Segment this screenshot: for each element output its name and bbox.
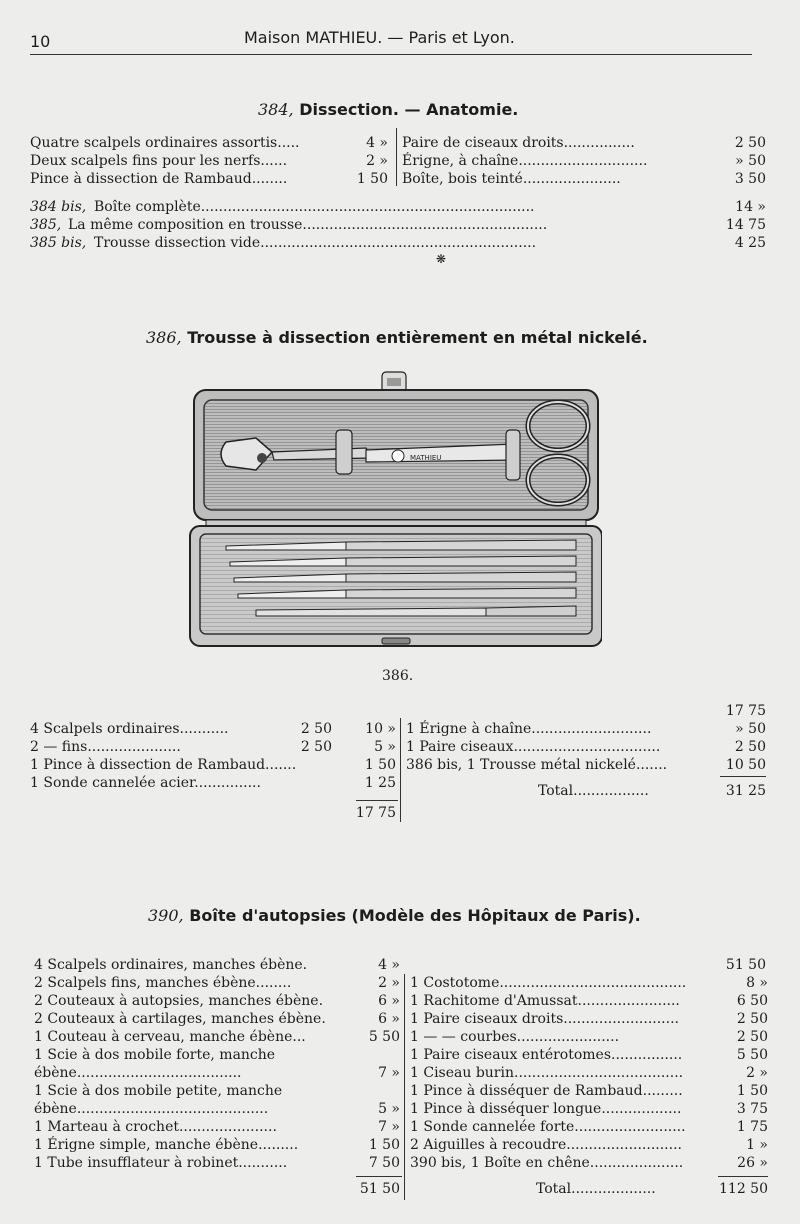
list-item-label: 386 bis, 1 Trousse métal nickelé....... — [406, 757, 668, 773]
list-item-price: 3 75 — [736, 1101, 768, 1117]
dissection-kit-engraving — [186, 370, 602, 650]
list-item-label: 2 Scalpels fins, manches ébène........ — [34, 975, 292, 991]
list-item-price: 2 50 — [736, 1029, 768, 1045]
list-item-price: 3 50 — [734, 171, 766, 187]
section-390-total-rule — [718, 1176, 768, 1177]
list-item-label: Trousse dissection vide.............................................................. — [94, 235, 537, 251]
list-item-price: 6 » — [378, 1011, 400, 1027]
list-item-price: 2 » — [366, 153, 388, 169]
list-item-subtotal: 1 50 — [364, 757, 396, 773]
list-item-label: 1 Tube insufflateur à robinet........... — [34, 1155, 288, 1171]
list-item-label: 390 bis, 1 Boîte en chêne..................... — [410, 1155, 684, 1171]
list-item-label: 1 Érigne à chaîne........................... — [406, 721, 652, 737]
list-item-label: ébène..................................... — [34, 1065, 242, 1081]
list-item-label: 1 Paire ciseaux entérotomes................ — [410, 1047, 683, 1063]
list-item-unit-price: 2 50 — [300, 739, 332, 755]
reference-number: 385 bis, — [30, 235, 87, 251]
list-item-label: 1 Érigne simple, manche ébène......... — [34, 1137, 299, 1153]
list-item-price: 5 50 — [736, 1047, 768, 1063]
list-item-price: 2 » — [378, 975, 400, 991]
list-item-label: 1 Sonde cannelée forte......................... — [410, 1119, 686, 1135]
list-item-price: » 50 — [735, 721, 766, 737]
list-item-label: 1 Pince à disséquer de Rambaud......... — [410, 1083, 683, 1099]
section-386-title — [146, 328, 648, 347]
list-item-price: 4 » — [366, 135, 388, 151]
list-item-label: 1 Marteau à crochet...................... — [34, 1119, 277, 1135]
list-item-price: 4 » — [378, 957, 400, 973]
list-item-price: 26 » — [737, 1155, 768, 1171]
list-item-label: 1 Ciseau burin...................................... — [410, 1065, 684, 1081]
section-390-left-total: 51 50 — [359, 1181, 400, 1197]
list-item-subtotal: 10 » — [365, 721, 396, 737]
list-item-label: 1 — — courbes....................... — [410, 1029, 620, 1045]
list-item-price: 7 50 — [368, 1155, 400, 1171]
reference-number: 384 bis, — [30, 199, 87, 215]
section-390-heading: Boîte d'autopsies (Modèle des Hôpitaux de Paris). — [189, 906, 641, 925]
list-item-label: 1 Paire ciseaux................................. — [406, 739, 661, 755]
section-386-number: 386, — [146, 328, 182, 347]
list-item-label: Paire de ciseaux droits................ — [402, 135, 635, 151]
list-item-label: 2 Aiguilles à recoudre.......................... — [410, 1137, 682, 1153]
list-item-label: 2 Couteaux à cartilages, manches ébène. — [34, 1011, 326, 1027]
list-item-price: 7 » — [378, 1119, 400, 1135]
list-item-label: Pince à dissection de Rambaud........ — [30, 171, 288, 187]
section-386-total-value: 31 25 — [725, 783, 766, 799]
list-item-label: Érigne, à chaîne............................. — [402, 153, 648, 169]
list-item-label: 1 Pince à disséquer longue.................. — [410, 1101, 682, 1117]
section-386-carry: 17 75 — [725, 703, 766, 719]
section-390-subtotal-rule — [356, 1176, 402, 1177]
list-item-price: 5 » — [378, 1101, 400, 1117]
list-item-label: ébène........................................... — [34, 1101, 269, 1117]
section-384-divider — [396, 128, 397, 186]
list-item-subtotal: 1 25 — [364, 775, 396, 791]
list-item-label: 2 — fins..................... — [30, 739, 181, 755]
list-item-price: 1 50 — [736, 1083, 768, 1099]
list-item-label: 1 Costotome.......................................... — [410, 975, 687, 991]
section-384-number: 384, — [258, 100, 294, 119]
page-header-title: Maison MATHIEU. — Paris et Lyon. — [244, 28, 515, 47]
list-item-price: 2 50 — [734, 135, 766, 151]
list-item-price: » 50 — [735, 153, 766, 169]
engraving-brand-text: MATHIEU — [410, 454, 442, 462]
list-item-unit-price: 2 50 — [300, 721, 332, 737]
section-390-total-label: Total................... — [536, 1181, 656, 1197]
list-item-label: 1 Pince à dissection de Rambaud....... — [30, 757, 297, 773]
list-item-price: 14 » — [735, 199, 766, 215]
section-386-heading: Trousse à dissection entièrement en métal nickelé. — [187, 328, 648, 347]
section-384-heading: Dissection. — Anatomie. — [299, 100, 519, 119]
list-item-price: 7 » — [378, 1065, 400, 1081]
page-number: 10 — [30, 32, 51, 51]
header-rule — [30, 54, 752, 55]
list-item-price: 2 » — [746, 1065, 768, 1081]
list-item-label: La même composition en trousse....................................................... — [68, 217, 548, 233]
section-384-title — [258, 100, 518, 119]
list-item-subtotal: 5 » — [374, 739, 396, 755]
list-item-price: 1 50 — [356, 171, 388, 187]
list-item-label: 4 Scalpels ordinaires, manches ébène. — [34, 957, 308, 973]
figure-caption: 386. — [382, 668, 414, 684]
section-390-number: 390, — [148, 906, 184, 925]
list-item-price: 5 50 — [368, 1029, 400, 1045]
list-item-price: 6 50 — [736, 993, 768, 1009]
list-item-price: 4 25 — [734, 235, 766, 251]
list-item-label: 1 Scie à dos mobile petite, manche — [34, 1083, 283, 1099]
section-390-title — [148, 906, 641, 925]
list-item-label: 1 Sonde cannelée acier............... — [30, 775, 261, 791]
list-item-price: 1 50 — [368, 1137, 400, 1153]
list-item-label: Quatre scalpels ordinaires assortis..... — [30, 135, 300, 151]
ornament: ❋ — [436, 252, 447, 266]
list-item-label: 1 Paire ciseaux droits.......................... — [410, 1011, 679, 1027]
list-item-label: Boîte complète........................................................................... — [94, 199, 535, 215]
section-386-total-label: Total................. — [538, 783, 649, 799]
list-item-label: Boîte, bois teinté...................... — [402, 171, 621, 187]
section-386-total-rule — [720, 776, 766, 777]
section-390-divider — [404, 974, 405, 1200]
list-item-price: 14 75 — [725, 217, 766, 233]
list-item-price: 2 50 — [734, 739, 766, 755]
list-item-price: 10 50 — [725, 757, 766, 773]
list-item-label: 1 Couteau à cerveau, manche ébène... — [34, 1029, 306, 1045]
list-item-label: 1 Scie à dos mobile forte, manche — [34, 1047, 276, 1063]
section-390-carry: 51 50 — [725, 957, 766, 973]
list-item-label: 4 Scalpels ordinaires........... — [30, 721, 229, 737]
list-item-price: 6 » — [378, 993, 400, 1009]
list-item-price: 2 50 — [736, 1011, 768, 1027]
section-386-divider — [400, 718, 401, 822]
reference-number: 385, — [30, 217, 62, 233]
list-item-price: 1 » — [746, 1137, 768, 1153]
section-386-subtotal-rule — [356, 800, 398, 801]
section-386-left-total: 17 75 — [355, 805, 396, 821]
section-390-total-value: 112 50 — [719, 1181, 768, 1197]
list-item-price: 8 » — [746, 975, 768, 991]
list-item-label: 2 Couteaux à autopsies, manches ébène. — [34, 993, 324, 1009]
list-item-price: 1 75 — [736, 1119, 768, 1135]
list-item-label: Deux scalpels fins pour les nerfs...... — [30, 153, 288, 169]
list-item-label: 1 Rachitome d'Amussat....................... — [410, 993, 680, 1009]
